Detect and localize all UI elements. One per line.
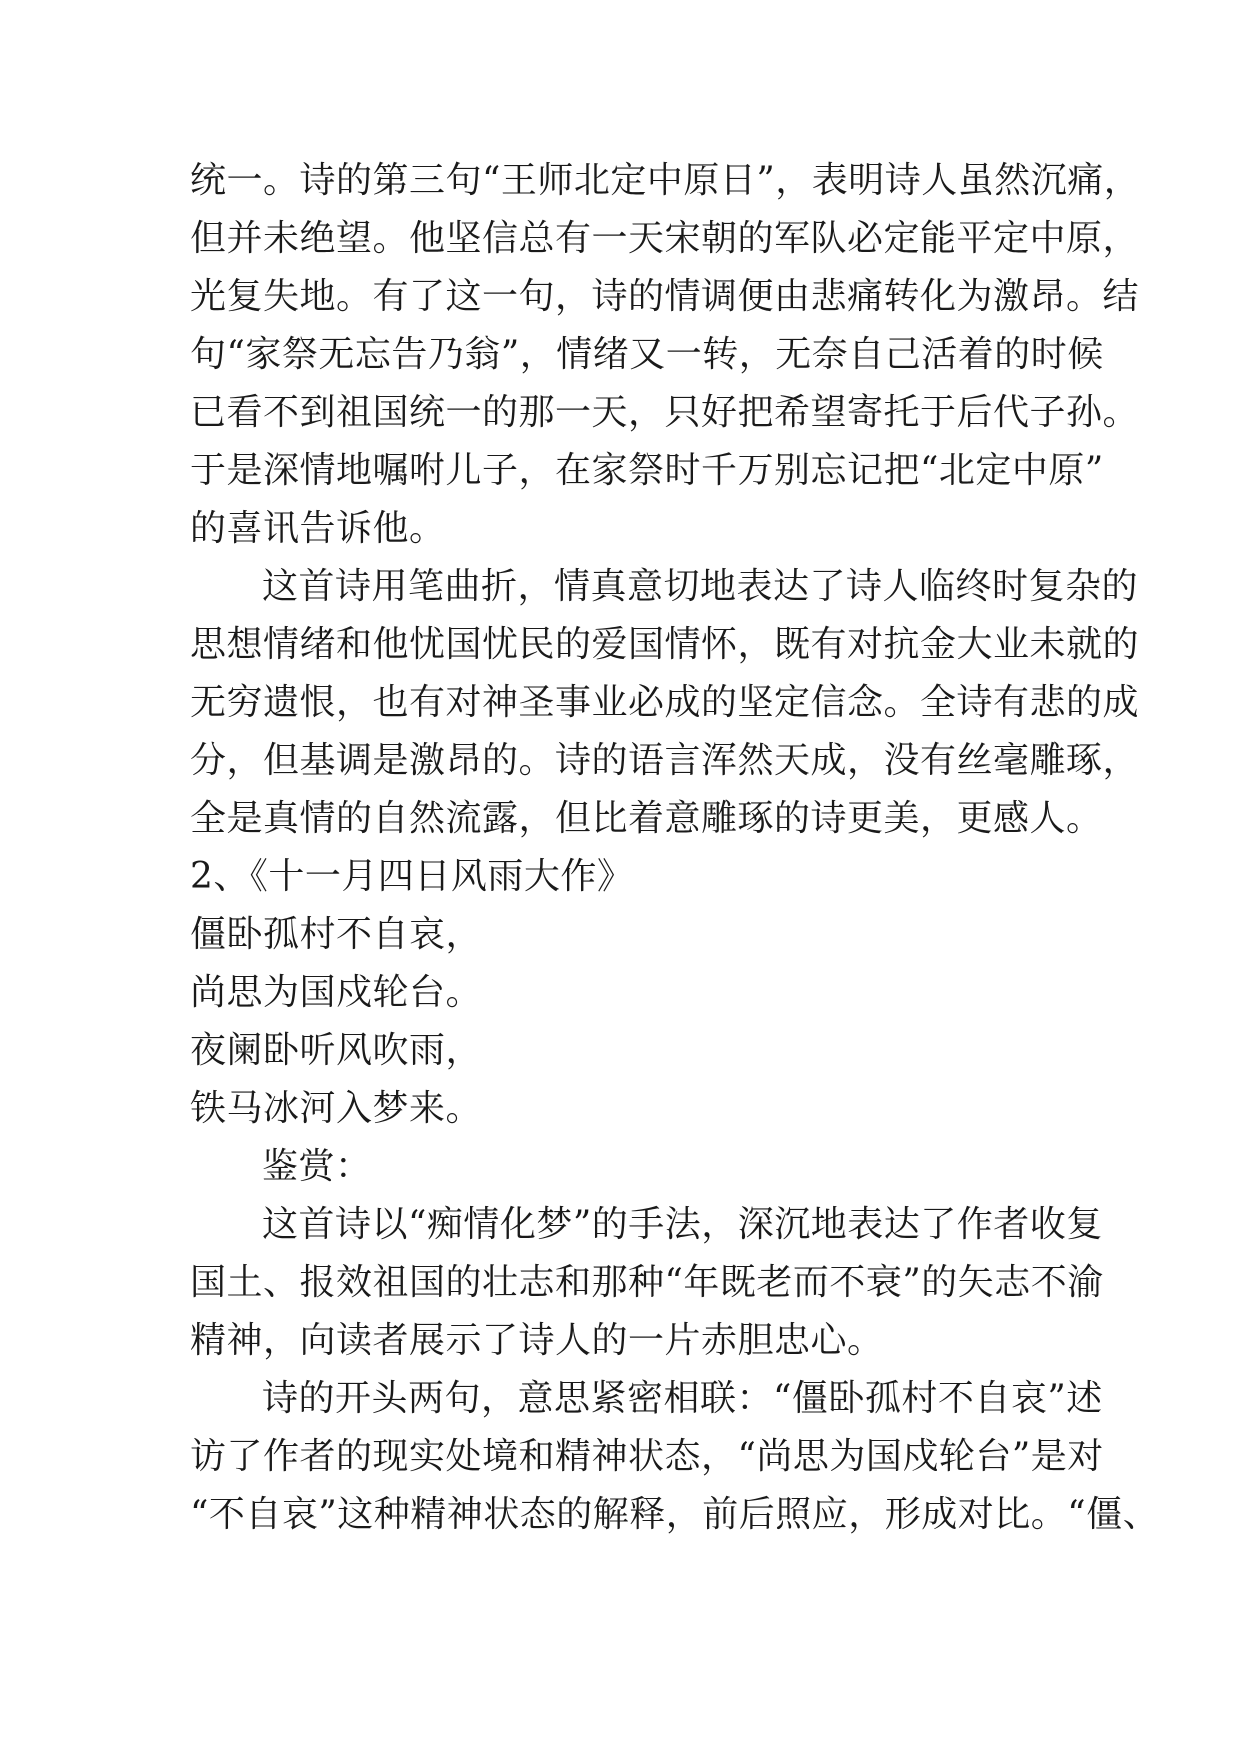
text-line: 统一。诗的第三句“王师北定中原日”，表明诗人虽然沉痛， [190, 160, 1141, 201]
text-line: 思想情绪和他忧国忧民的爱国情怀，既有对抗金大业未就的 [190, 624, 1140, 665]
paragraph-1 [190, 152, 1141, 558]
text-line: 访了作者的现实处境和精神状态，“尚思为国戍轮台”是对 [190, 1436, 1104, 1477]
text-line: 精神，向读者展示了诗人的一片赤胆忠心。 [190, 1320, 884, 1361]
poem-line: 夜阑卧听风吹雨， [190, 1030, 483, 1071]
text-line: 国土、报效祖国的壮志和那种“年既老而不衰”的矢志不渝 [190, 1262, 1104, 1303]
text-line: 句“家祭无忘告乃翁”，情绪又一转，无奈自己活着的时候 [190, 334, 1104, 375]
text-line: 全是真情的自然流露，但比着意雕琢的诗更美，更感人。 [190, 798, 1103, 839]
appreciation-heading: 鉴赏： [262, 1146, 372, 1187]
poem-line: 僵卧孤村不自哀， [190, 914, 483, 955]
document-page [190, 152, 1160, 1544]
text-line: 这首诗以“痴情化梦”的手法，深沉地表达了作者收复 [262, 1204, 1103, 1245]
text-line: “不自哀”这种精神状态的解释，前后照应，形成对比。“僵、 [190, 1494, 1160, 1535]
text-line: 光复失地。有了这一句，诗的情调便由悲痛转化为激昂。结 [190, 276, 1140, 317]
text-line: 但并未绝望。他坚信总有一天宋朝的军队必定能平定中原， [190, 218, 1140, 259]
text-line: 的喜讯告诉他。 [190, 508, 446, 549]
paragraph-2 [190, 558, 1140, 848]
poem-title: 2、《十一月四日风雨大作》 [190, 856, 634, 897]
text-line: 诗的开头两句，意思紧密相联：“僵卧孤村不自哀”述 [262, 1378, 1103, 1419]
poem-line: 铁马冰河入梦来。 [190, 1088, 483, 1129]
text-line: 这首诗用笔曲折，情真意切地表达了诗人临终时复杂的 [262, 566, 1139, 607]
text-line: 无穷遗恨，也有对神圣事业必成的坚定信念。全诗有悲的成 [190, 682, 1140, 723]
text-line: 分，但基调是激昂的。诗的语言浑然天成，没有丝毫雕琢， [190, 740, 1140, 781]
poem-line: 尚思为国戍轮台。 [190, 972, 483, 1013]
text-line: 于是深情地嘱咐儿子，在家祭时千万别忘记把“北定中原” [190, 450, 1104, 491]
poem-body [190, 906, 1052, 1138]
paragraph-4 [190, 1370, 1160, 1544]
paragraph-3 [190, 1196, 1104, 1370]
text-line: 已看不到祖国统一的那一天，只好把希望寄托于后代子孙。 [190, 392, 1140, 433]
